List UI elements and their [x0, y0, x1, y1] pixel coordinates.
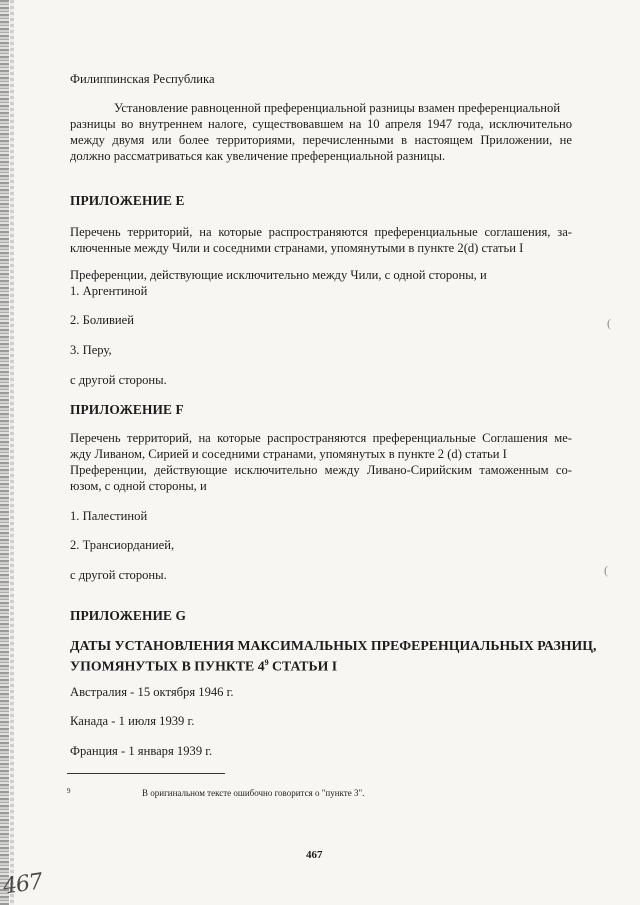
- footnote-marker: 9: [67, 787, 71, 795]
- annex-g-title-line-2: [70, 654, 337, 675]
- page-number: 467: [306, 849, 323, 861]
- header-country: Филиппинская Республика: [70, 72, 215, 86]
- annex-f-para-line-3: Преференции, действующие исключительно между Ливано-Сирийским таможенным со-: [70, 463, 572, 477]
- scan-mark-1: (: [607, 316, 611, 330]
- annex-e-other-side: с другой стороны.: [70, 373, 167, 387]
- intro-line-4: должно рассматриваться как увеличение преференциальной разницы.: [70, 149, 446, 163]
- footnote-rule: [67, 773, 225, 774]
- annex-e-para-line-2: ключенные между Чили и соседними странами, упомянутыми в пункте 2(d) статьи I: [70, 241, 524, 255]
- footnote-text: В оригинальном тексте ошибочно говорится о "пункте 3".: [142, 788, 365, 798]
- scan-edge: [0, 0, 9, 905]
- annex-e-item-3: 3. Перу,: [70, 343, 112, 357]
- intro-line-1: Установление равноценной преференциальной разницы взамен преференциальной: [114, 101, 561, 115]
- annex-f-para-line-1: Перечень территорий, на которые распространяются преференциальные Соглашения ме-: [70, 431, 572, 445]
- annex-f-item-2: 2. Трансиорданией,: [70, 538, 175, 552]
- scan-mark-2: (: [604, 563, 608, 577]
- handwritten-page-number: 467: [1, 869, 44, 900]
- annex-f-other-side: с другой стороны.: [70, 568, 167, 582]
- footnote-reference: 9: [264, 658, 269, 667]
- annex-e-item-2: 2. Боливией: [70, 313, 134, 327]
- intro-line-2: разницы во внутреннем налоге, существовавшем на 10 апреля 1947 года, исключительно: [70, 117, 572, 131]
- date-france: Франция - 1 января 1939 г.: [70, 744, 213, 758]
- annex-e-para-line-1: Перечень территорий, на которые распространяются преференциальные соглашения, за-: [70, 225, 572, 239]
- annex-g-title-line-2-start: УПОМЯНУТЫХ В ПУНКТЕ 4: [70, 658, 265, 674]
- annex-g-title-line-1: ДАТЫ УСТАНОВЛЕНИЯ МАКСИМАЛЬНЫХ ПРЕФЕРЕНЦИАЛЬНЫХ РАЗНИЦ,: [70, 638, 597, 653]
- annex-e-prefs: Преференции, действующие исключительно между Чили, с одной стороны, и: [70, 268, 487, 282]
- annex-f-heading: ПРИЛОЖЕНИЕ F: [70, 402, 184, 417]
- date-canada: Канада - 1 июля 1939 г.: [70, 714, 195, 728]
- annex-e-heading: ПРИЛОЖЕНИЕ Е: [70, 193, 185, 208]
- annex-g-heading: ПРИЛОЖЕНИЕ G: [70, 608, 186, 623]
- annex-f-para-line-4: юзом, с одной стороны, и: [70, 479, 207, 493]
- annex-g-title-line-2-end: СТАТЬИ I: [268, 658, 338, 674]
- annex-f-para-line-2: жду Ливаном, Сирией и соседними странами, упомянутых в пункте 2 (d) статьи I: [70, 447, 507, 461]
- intro-line-3: между двумя или более территориями, перечисленными в настоящем Приложении, не: [70, 133, 572, 147]
- date-australia: Австралия - 15 октября 1946 г.: [70, 685, 234, 699]
- annex-f-item-1: 1. Палестиной: [70, 509, 148, 523]
- annex-e-item-1: 1. Аргентиной: [70, 284, 148, 298]
- scan-edge-inner: [10, 0, 14, 905]
